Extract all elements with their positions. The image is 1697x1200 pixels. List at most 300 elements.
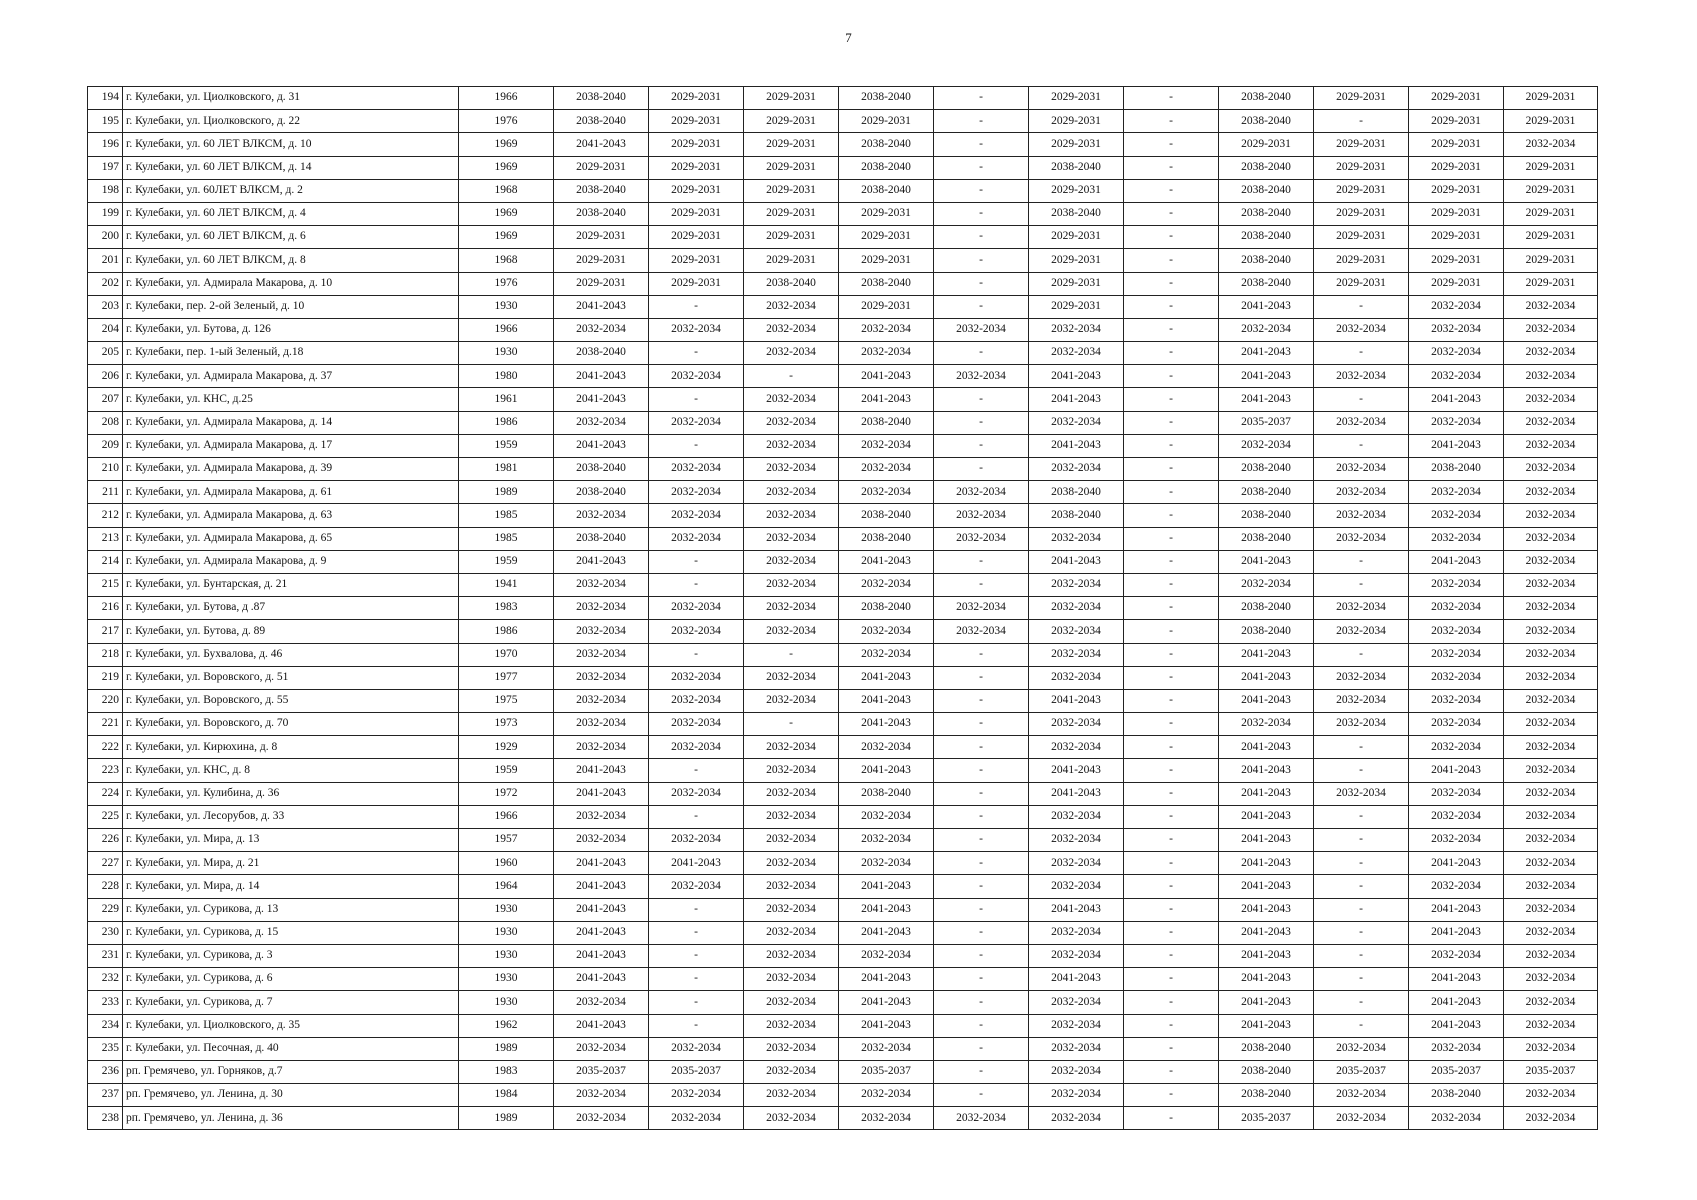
period-cell: 2032-2034 [649, 875, 744, 898]
period-cell: 2032-2034 [744, 434, 839, 457]
period-cell: 2041-2043 [839, 550, 934, 573]
period-cell: - [1124, 179, 1219, 202]
period-cell: 2032-2034 [1029, 411, 1124, 434]
period-cell: 2032-2034 [839, 620, 934, 643]
period-cell: 2032-2034 [1504, 295, 1598, 318]
period-cell: 2038-2040 [1219, 202, 1314, 225]
period-cell: 2029-2031 [554, 226, 649, 249]
period-cell: 2032-2034 [1219, 713, 1314, 736]
period-cell: 2029-2031 [649, 87, 744, 110]
address-cell: г. Кулебаки, ул. Воровского, д. 70 [123, 713, 459, 736]
period-cell: - [1314, 434, 1409, 457]
period-cell: - [1124, 759, 1219, 782]
period-cell: 2032-2034 [1314, 1084, 1409, 1107]
period-cell: 2032-2034 [744, 1107, 839, 1130]
period-cell: 2029-2031 [744, 110, 839, 133]
address-cell: г. Кулебаки, ул. Песочная, д. 40 [123, 1037, 459, 1060]
period-cell: 2032-2034 [1504, 573, 1598, 596]
period-cell: - [934, 1037, 1029, 1060]
period-cell: 2032-2034 [1409, 504, 1504, 527]
period-cell: - [934, 736, 1029, 759]
year-cell: 1970 [459, 643, 554, 666]
period-cell: 2032-2034 [649, 318, 744, 341]
period-cell: 2041-2043 [1219, 921, 1314, 944]
period-cell: 2032-2034 [934, 620, 1029, 643]
row-number-cell: 227 [88, 852, 123, 875]
row-number-cell: 238 [88, 1107, 123, 1130]
period-cell: 2029-2031 [1314, 226, 1409, 249]
period-cell: - [934, 87, 1029, 110]
period-cell: 2032-2034 [1504, 620, 1598, 643]
period-cell: 2035-2037 [1504, 1060, 1598, 1083]
period-cell: - [1124, 921, 1219, 944]
period-cell: - [1124, 365, 1219, 388]
period-cell: - [934, 202, 1029, 225]
period-cell: 2038-2040 [1219, 1037, 1314, 1060]
period-cell: 2029-2031 [839, 202, 934, 225]
period-cell: 2041-2043 [1219, 643, 1314, 666]
year-cell: 1983 [459, 597, 554, 620]
year-cell: 1989 [459, 1037, 554, 1060]
page-number: 7 [845, 30, 852, 45]
repair-schedule-table [87, 86, 1598, 1130]
period-cell: 2032-2034 [554, 504, 649, 527]
row-number-cell: 207 [88, 388, 123, 411]
year-cell: 1929 [459, 736, 554, 759]
period-cell: 2038-2040 [1219, 156, 1314, 179]
period-cell: 2032-2034 [1314, 458, 1409, 481]
period-cell: - [934, 1060, 1029, 1083]
period-cell: 2032-2034 [839, 342, 934, 365]
period-cell: - [934, 156, 1029, 179]
row-number-cell: 217 [88, 620, 123, 643]
period-cell: 2029-2031 [1029, 249, 1124, 272]
table-row [88, 411, 1598, 434]
period-cell: - [649, 388, 744, 411]
period-cell: 2041-2043 [1219, 689, 1314, 712]
period-cell: 2041-2043 [554, 898, 649, 921]
period-cell: 2032-2034 [1409, 944, 1504, 967]
row-number-cell: 225 [88, 805, 123, 828]
period-cell: 2032-2034 [744, 968, 839, 991]
period-cell: - [649, 573, 744, 596]
period-cell: 2032-2034 [744, 527, 839, 550]
period-cell: 2041-2043 [1029, 365, 1124, 388]
period-cell: 2032-2034 [1504, 805, 1598, 828]
period-cell: 2038-2040 [554, 87, 649, 110]
period-cell: 2032-2034 [934, 318, 1029, 341]
period-cell: 2032-2034 [554, 573, 649, 596]
period-cell: 2029-2031 [649, 110, 744, 133]
period-cell: 2041-2043 [554, 365, 649, 388]
period-cell: 2032-2034 [1504, 736, 1598, 759]
period-cell: 2032-2034 [1409, 1037, 1504, 1060]
period-cell: 2029-2031 [1409, 249, 1504, 272]
period-cell: 2032-2034 [1504, 921, 1598, 944]
period-cell: 2032-2034 [649, 481, 744, 504]
row-number-cell: 209 [88, 434, 123, 457]
table-row [88, 342, 1598, 365]
period-cell: 2032-2034 [554, 597, 649, 620]
period-cell: 2032-2034 [1409, 713, 1504, 736]
period-cell: 2029-2031 [1504, 249, 1598, 272]
table-row [88, 898, 1598, 921]
period-cell: 2032-2034 [649, 411, 744, 434]
table-row [88, 689, 1598, 712]
period-cell: 2029-2031 [1314, 179, 1409, 202]
period-cell: - [934, 295, 1029, 318]
period-cell: - [934, 944, 1029, 967]
period-cell: 2032-2034 [1314, 318, 1409, 341]
year-cell: 1969 [459, 226, 554, 249]
period-cell: 2029-2031 [744, 249, 839, 272]
address-cell: г. Кулебаки, ул. Адмирала Макарова, д. 37 [123, 365, 459, 388]
period-cell: 2029-2031 [1029, 179, 1124, 202]
period-cell: 2041-2043 [1409, 550, 1504, 573]
period-cell: 2032-2034 [1409, 643, 1504, 666]
period-cell: - [1124, 318, 1219, 341]
period-cell: 2041-2043 [839, 898, 934, 921]
period-cell: 2032-2034 [934, 597, 1029, 620]
period-cell: - [1124, 156, 1219, 179]
period-cell: 2032-2034 [934, 504, 1029, 527]
period-cell: 2029-2031 [1409, 110, 1504, 133]
address-cell: г. Кулебаки, ул. 60 ЛЕТ ВЛКСМ, д. 10 [123, 133, 459, 156]
row-number-cell: 228 [88, 875, 123, 898]
period-cell: 2041-2043 [839, 365, 934, 388]
address-cell: г. Кулебаки, ул. Кирюхина, д. 8 [123, 736, 459, 759]
period-cell: 2032-2034 [744, 782, 839, 805]
year-cell: 1930 [459, 342, 554, 365]
period-cell: 2032-2034 [554, 689, 649, 712]
period-cell: 2032-2034 [649, 1107, 744, 1130]
period-cell: 2041-2043 [1029, 759, 1124, 782]
period-cell: 2032-2034 [744, 736, 839, 759]
period-cell: - [1124, 1107, 1219, 1130]
table-row [88, 365, 1598, 388]
period-cell: 2032-2034 [554, 1037, 649, 1060]
period-cell: 2032-2034 [1029, 852, 1124, 875]
period-cell: 2032-2034 [744, 295, 839, 318]
table-row [88, 504, 1598, 527]
period-cell: 2041-2043 [1409, 852, 1504, 875]
period-cell: - [1124, 782, 1219, 805]
row-number-cell: 220 [88, 689, 123, 712]
row-number-cell: 233 [88, 991, 123, 1014]
period-cell: - [649, 759, 744, 782]
period-cell: 2041-2043 [1219, 875, 1314, 898]
period-cell: 2032-2034 [1314, 365, 1409, 388]
address-cell: г. Кулебаки, ул. Сурикова, д. 15 [123, 921, 459, 944]
period-cell: - [649, 550, 744, 573]
period-cell: 2032-2034 [1504, 388, 1598, 411]
period-cell: 2032-2034 [1029, 875, 1124, 898]
address-cell: г. Кулебаки, ул. Сурикова, д. 6 [123, 968, 459, 991]
period-cell: 2032-2034 [1504, 481, 1598, 504]
address-cell: рп. Гремячево, ул. Ленина, д. 30 [123, 1084, 459, 1107]
period-cell: 2041-2043 [1409, 388, 1504, 411]
period-cell: 2032-2034 [1314, 527, 1409, 550]
period-cell: 2029-2031 [649, 272, 744, 295]
period-cell: - [1314, 1014, 1409, 1037]
period-cell: 2029-2031 [839, 226, 934, 249]
period-cell: 2032-2034 [649, 666, 744, 689]
period-cell: - [1124, 643, 1219, 666]
period-cell: 2032-2034 [839, 643, 934, 666]
period-cell: 2029-2031 [1029, 133, 1124, 156]
period-cell: 2035-2037 [649, 1060, 744, 1083]
year-cell: 1972 [459, 782, 554, 805]
period-cell: 2029-2031 [554, 249, 649, 272]
period-cell: 2029-2031 [1409, 272, 1504, 295]
period-cell: - [934, 759, 1029, 782]
period-cell: 2035-2037 [1219, 411, 1314, 434]
row-number-cell: 206 [88, 365, 123, 388]
period-cell: - [934, 179, 1029, 202]
period-cell: 2032-2034 [934, 527, 1029, 550]
period-cell: 2032-2034 [649, 713, 744, 736]
row-number-cell: 234 [88, 1014, 123, 1037]
period-cell: 2038-2040 [839, 179, 934, 202]
period-cell: 2029-2031 [1504, 156, 1598, 179]
period-cell: - [934, 921, 1029, 944]
period-cell: 2029-2031 [554, 156, 649, 179]
period-cell: - [649, 898, 744, 921]
period-cell: 2029-2031 [839, 110, 934, 133]
address-cell: г. Кулебаки, ул. Воровского, д. 51 [123, 666, 459, 689]
period-cell: 2032-2034 [1504, 458, 1598, 481]
period-cell: 2038-2040 [1409, 1084, 1504, 1107]
period-cell: 2029-2031 [1409, 179, 1504, 202]
period-cell: 2029-2031 [744, 202, 839, 225]
row-number-cell: 226 [88, 829, 123, 852]
period-cell: - [1124, 110, 1219, 133]
period-cell: 2038-2040 [1219, 504, 1314, 527]
year-cell: 1930 [459, 968, 554, 991]
period-cell: 2032-2034 [649, 829, 744, 852]
period-cell: 2041-2043 [839, 713, 934, 736]
period-cell: 2038-2040 [1219, 1084, 1314, 1107]
period-cell: 2032-2034 [1029, 458, 1124, 481]
period-cell: 2032-2034 [1409, 620, 1504, 643]
period-cell: - [1314, 643, 1409, 666]
period-cell: 2032-2034 [1409, 782, 1504, 805]
period-cell: 2038-2040 [1219, 110, 1314, 133]
period-cell: 2029-2031 [554, 272, 649, 295]
period-cell: 2032-2034 [1409, 875, 1504, 898]
period-cell: - [934, 411, 1029, 434]
period-cell: 2041-2043 [839, 1014, 934, 1037]
address-cell: г. Кулебаки, ул. Циолковского, д. 35 [123, 1014, 459, 1037]
period-cell: - [1314, 805, 1409, 828]
period-cell: 2029-2031 [1029, 87, 1124, 110]
period-cell: 2032-2034 [649, 1084, 744, 1107]
period-cell: - [1314, 898, 1409, 921]
period-cell: - [649, 295, 744, 318]
period-cell: - [1314, 968, 1409, 991]
row-number-cell: 223 [88, 759, 123, 782]
period-cell: - [1314, 342, 1409, 365]
period-cell: 2041-2043 [1219, 782, 1314, 805]
period-cell: 2032-2034 [744, 898, 839, 921]
row-number-cell: 221 [88, 713, 123, 736]
period-cell: 2029-2031 [1504, 179, 1598, 202]
period-cell: 2041-2043 [1219, 1014, 1314, 1037]
period-cell: 2032-2034 [1409, 527, 1504, 550]
period-cell: 2032-2034 [1029, 1060, 1124, 1083]
period-cell: - [934, 852, 1029, 875]
period-cell: 2032-2034 [839, 318, 934, 341]
period-cell: 2032-2034 [839, 1107, 934, 1130]
period-cell: 2041-2043 [1219, 805, 1314, 828]
period-cell: 2032-2034 [744, 550, 839, 573]
period-cell: 2032-2034 [1504, 411, 1598, 434]
row-number-cell: 212 [88, 504, 123, 527]
year-cell: 1930 [459, 921, 554, 944]
table-row [88, 1084, 1598, 1107]
year-cell: 1985 [459, 527, 554, 550]
period-cell: 2032-2034 [1409, 666, 1504, 689]
address-cell: г. Кулебаки, ул. Бутова, д. 89 [123, 620, 459, 643]
period-cell: 2032-2034 [649, 527, 744, 550]
period-cell: 2041-2043 [1219, 968, 1314, 991]
row-number-cell: 196 [88, 133, 123, 156]
table-row [88, 573, 1598, 596]
period-cell: 2032-2034 [1504, 968, 1598, 991]
period-cell: 2032-2034 [1504, 1107, 1598, 1130]
period-cell: - [649, 434, 744, 457]
period-cell: 2032-2034 [1409, 829, 1504, 852]
address-cell: г. Кулебаки, ул. Циолковского, д. 31 [123, 87, 459, 110]
period-cell: 2041-2043 [649, 852, 744, 875]
table-row [88, 805, 1598, 828]
period-cell: 2041-2043 [1219, 736, 1314, 759]
table-row [88, 852, 1598, 875]
period-cell: 2041-2043 [554, 388, 649, 411]
period-cell: 2032-2034 [744, 829, 839, 852]
period-cell: 2041-2043 [1219, 365, 1314, 388]
period-cell: 2032-2034 [839, 1037, 934, 1060]
table-row [88, 944, 1598, 967]
address-cell: г. Кулебаки, ул. Сурикова, д. 7 [123, 991, 459, 1014]
year-cell: 1968 [459, 249, 554, 272]
period-cell: - [934, 689, 1029, 712]
period-cell: 2032-2034 [1409, 411, 1504, 434]
address-cell: г. Кулебаки, ул. 60ЛЕТ ВЛКСМ, д. 2 [123, 179, 459, 202]
period-cell: 2041-2043 [1219, 295, 1314, 318]
period-cell: 2032-2034 [744, 1084, 839, 1107]
period-cell: 2038-2040 [744, 272, 839, 295]
period-cell: 2032-2034 [934, 481, 1029, 504]
address-cell: г. Кулебаки, пер. 1-ый Зеленый, д.18 [123, 342, 459, 365]
row-number-cell: 205 [88, 342, 123, 365]
period-cell: 2029-2031 [1314, 87, 1409, 110]
period-cell: 2032-2034 [1409, 689, 1504, 712]
row-number-cell: 219 [88, 666, 123, 689]
period-cell: 2029-2031 [1409, 133, 1504, 156]
period-cell: 2032-2034 [744, 991, 839, 1014]
period-cell: 2032-2034 [554, 829, 649, 852]
table-row [88, 87, 1598, 110]
table-row [88, 481, 1598, 504]
address-cell: рп. Гремячево, ул. Ленина, д. 36 [123, 1107, 459, 1130]
period-cell: 2029-2031 [1314, 272, 1409, 295]
period-cell: - [934, 1084, 1029, 1107]
period-cell: 2032-2034 [839, 434, 934, 457]
period-cell: - [934, 226, 1029, 249]
period-cell: 2032-2034 [554, 411, 649, 434]
address-cell: г. Кулебаки, ул. 60 ЛЕТ ВЛКСМ, д. 14 [123, 156, 459, 179]
period-cell: 2032-2034 [1029, 991, 1124, 1014]
address-cell: г. Кулебаки, ул. Адмирала Макарова, д. 63 [123, 504, 459, 527]
year-cell: 1981 [459, 458, 554, 481]
table-row [88, 597, 1598, 620]
year-cell: 1962 [459, 1014, 554, 1037]
period-cell: 2032-2034 [1504, 713, 1598, 736]
period-cell: - [934, 782, 1029, 805]
period-cell: 2041-2043 [1219, 829, 1314, 852]
period-cell: - [1124, 1084, 1219, 1107]
period-cell: 2041-2043 [1029, 388, 1124, 411]
period-cell: 2032-2034 [839, 481, 934, 504]
table-row [88, 550, 1598, 573]
period-cell: 2032-2034 [554, 620, 649, 643]
period-cell: 2029-2031 [1029, 272, 1124, 295]
period-cell: 2041-2043 [839, 921, 934, 944]
period-cell: - [1124, 342, 1219, 365]
period-cell: 2032-2034 [744, 852, 839, 875]
table-row [88, 782, 1598, 805]
period-cell: 2041-2043 [1409, 991, 1504, 1014]
year-cell: 1968 [459, 179, 554, 202]
year-cell: 1975 [459, 689, 554, 712]
period-cell: - [649, 968, 744, 991]
period-cell: 2029-2031 [744, 156, 839, 179]
period-cell: 2032-2034 [649, 782, 744, 805]
period-cell: - [1124, 226, 1219, 249]
period-cell: 2032-2034 [554, 1084, 649, 1107]
period-cell: - [934, 573, 1029, 596]
period-cell: - [649, 643, 744, 666]
period-cell: 2032-2034 [744, 597, 839, 620]
period-cell: 2032-2034 [934, 365, 1029, 388]
period-cell: 2038-2040 [839, 597, 934, 620]
period-cell: 2032-2034 [839, 573, 934, 596]
period-cell: 2032-2034 [649, 689, 744, 712]
period-cell: 2038-2040 [839, 527, 934, 550]
address-cell: г. Кулебаки, ул. Бухвалова, д. 46 [123, 643, 459, 666]
period-cell: 2032-2034 [1504, 365, 1598, 388]
period-cell: - [1314, 295, 1409, 318]
table-row [88, 318, 1598, 341]
year-cell: 1964 [459, 875, 554, 898]
period-cell: 2029-2031 [1314, 202, 1409, 225]
address-cell: г. Кулебаки, ул. КНС, д. 8 [123, 759, 459, 782]
period-cell: 2032-2034 [649, 1037, 744, 1060]
period-cell: - [1124, 272, 1219, 295]
address-cell: г. Кулебаки, ул. Бутова, д. 126 [123, 318, 459, 341]
period-cell: 2032-2034 [1219, 434, 1314, 457]
period-cell: 2032-2034 [744, 689, 839, 712]
row-number-cell: 204 [88, 318, 123, 341]
period-cell: 2032-2034 [1314, 1107, 1409, 1130]
year-cell: 1976 [459, 272, 554, 295]
period-cell: 2041-2043 [1029, 550, 1124, 573]
period-cell: 2029-2031 [649, 179, 744, 202]
table-row [88, 1060, 1598, 1083]
period-cell: - [1124, 295, 1219, 318]
period-cell: 2032-2034 [1314, 1037, 1409, 1060]
